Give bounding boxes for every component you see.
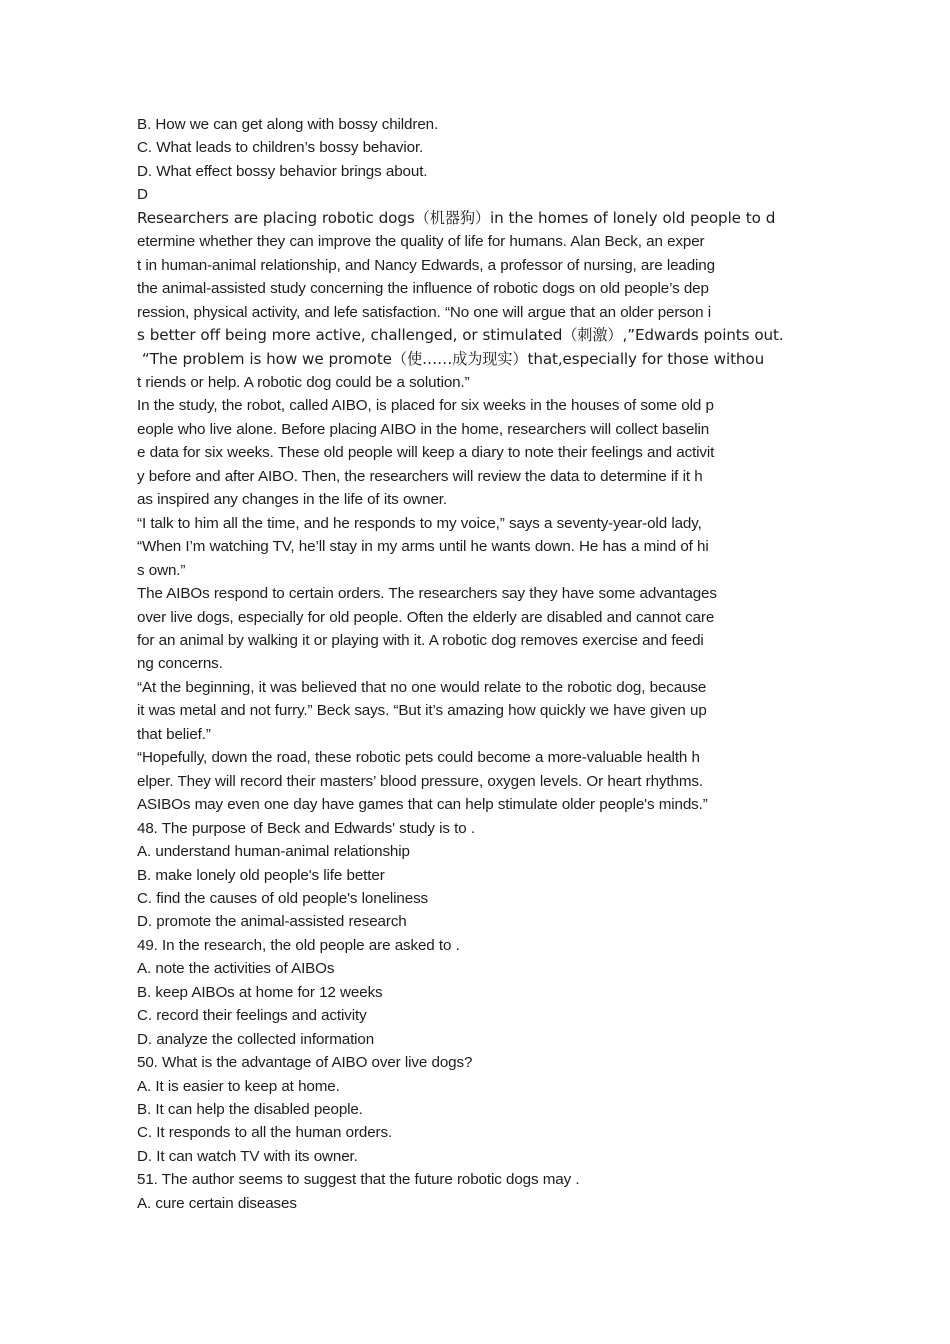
document-line: C. record their feelings and activity: [137, 1007, 367, 1025]
document-line: eople who live alone. Before placing AIBO in the home, researchers will collect baselin: [137, 420, 710, 438]
document-line: over live dogs, especially for old people. Often the elderly are disabled and cannot care: [137, 608, 715, 626]
document-line: D: [137, 186, 148, 204]
document-line: elper. They will record their masters’ blood pressure, oxygen levels. Or heart rhythms.: [137, 772, 703, 790]
document-line: C. find the causes of old people's loneliness: [137, 889, 429, 907]
document-line: A. cure certain diseases: [137, 1194, 297, 1212]
document-line: A. note the activities of AIBOs: [137, 960, 335, 978]
document-line: for an animal by walking it or playing with it. A robotic dog removes exercise and feedi: [137, 631, 704, 649]
document-line: 51. The author seems to suggest that the future robotic dogs may .: [137, 1171, 580, 1189]
document-line: C. What leads to children’s bossy behavior.: [137, 139, 424, 157]
document-line: s better off being more active, challenged, or stimulated（刺激）,”Edwards points out.: [137, 326, 784, 345]
document-line: B. It can help the disabled people.: [137, 1101, 363, 1119]
document-line: t in human-animal relationship, and Nancy Edwards, a professor of nursing, are leading: [137, 256, 715, 274]
document-line: “When I’m watching TV, he’ll stay in my arms until he wants down. He has a mind of hi: [137, 538, 709, 556]
document-line: D. promote the animal-assisted research: [137, 913, 407, 931]
document-line: Researchers are placing robotic dogs（机器狗）in the homes of lonely old people to d: [137, 208, 776, 227]
document-line: it was metal and not furry.” Beck says. “But it’s amazing how quickly we have given up: [137, 702, 707, 720]
document-line: B. keep AIBOs at home for 12 weeks: [137, 983, 383, 1001]
document-line: D. analyze the collected information: [137, 1030, 375, 1048]
document-line: 48. The purpose of Beck and Edwards' study is to .: [137, 819, 476, 837]
document-line: In the study, the robot, called AIBO, is placed for six weeks in the houses of some old p: [137, 397, 714, 415]
document-line: ng concerns.: [137, 655, 223, 673]
document-line: that belief.”: [137, 725, 211, 743]
document-line: “I talk to him all the time, and he responds to my voice,” says a seventy-year-old lady,: [137, 514, 702, 532]
document-line: A. understand human-animal relationship: [137, 843, 410, 861]
document-line: The AIBOs respond to certain orders. The researchers say they have some advantages: [137, 585, 717, 603]
document-line: the animal-assisted study concerning the influence of robotic dogs on old people’s dep: [137, 280, 709, 298]
document-text-body: [137, 113, 817, 1215]
document-line: 50. What is the advantage of AIBO over live dogs?: [137, 1054, 473, 1072]
document-line: B. make lonely old people's life better: [137, 866, 385, 884]
document-line: e data for six weeks. These old people will keep a diary to note their feelings and activit: [137, 444, 715, 462]
document-line: ression, physical activity, and lefe satisfaction. “No one will argue that an older person i: [137, 303, 711, 321]
document-line: as inspired any changes in the life of its owner.: [137, 491, 447, 509]
document-line: “Hopefully, down the road, these robotic pets could become a more-valuable health h: [137, 749, 700, 767]
document-line: C. It responds to all the human orders.: [137, 1124, 393, 1142]
document-line: etermine whether they can improve the quality of life for humans. Alan Beck, an exper: [137, 233, 705, 251]
document-line: “The problem is how we promote（使……成为现实）that,especially for those withou: [137, 349, 765, 368]
document-line: y before and after AIBO. Then, the researchers will review the data to determine if it h: [137, 467, 703, 485]
document-line: t riends or help. A robotic dog could be a solution.”: [137, 373, 470, 391]
document-line: A. It is easier to keep at home.: [137, 1077, 340, 1095]
document-line: s own.”: [137, 561, 186, 579]
document-line: D. It can watch TV with its owner.: [137, 1147, 358, 1165]
document-line: B. How we can get along with bossy children.: [137, 116, 439, 133]
document-line: ASIBOs may even one day have games that can help stimulate older people's minds.”: [137, 796, 708, 814]
document-line: D. What effect bossy behavior brings about.: [137, 162, 428, 180]
document-line: “At the beginning, it was believed that no one would relate to the robotic dog, because: [137, 678, 707, 696]
document-line: 49. In the research, the old people are asked to .: [137, 936, 460, 954]
